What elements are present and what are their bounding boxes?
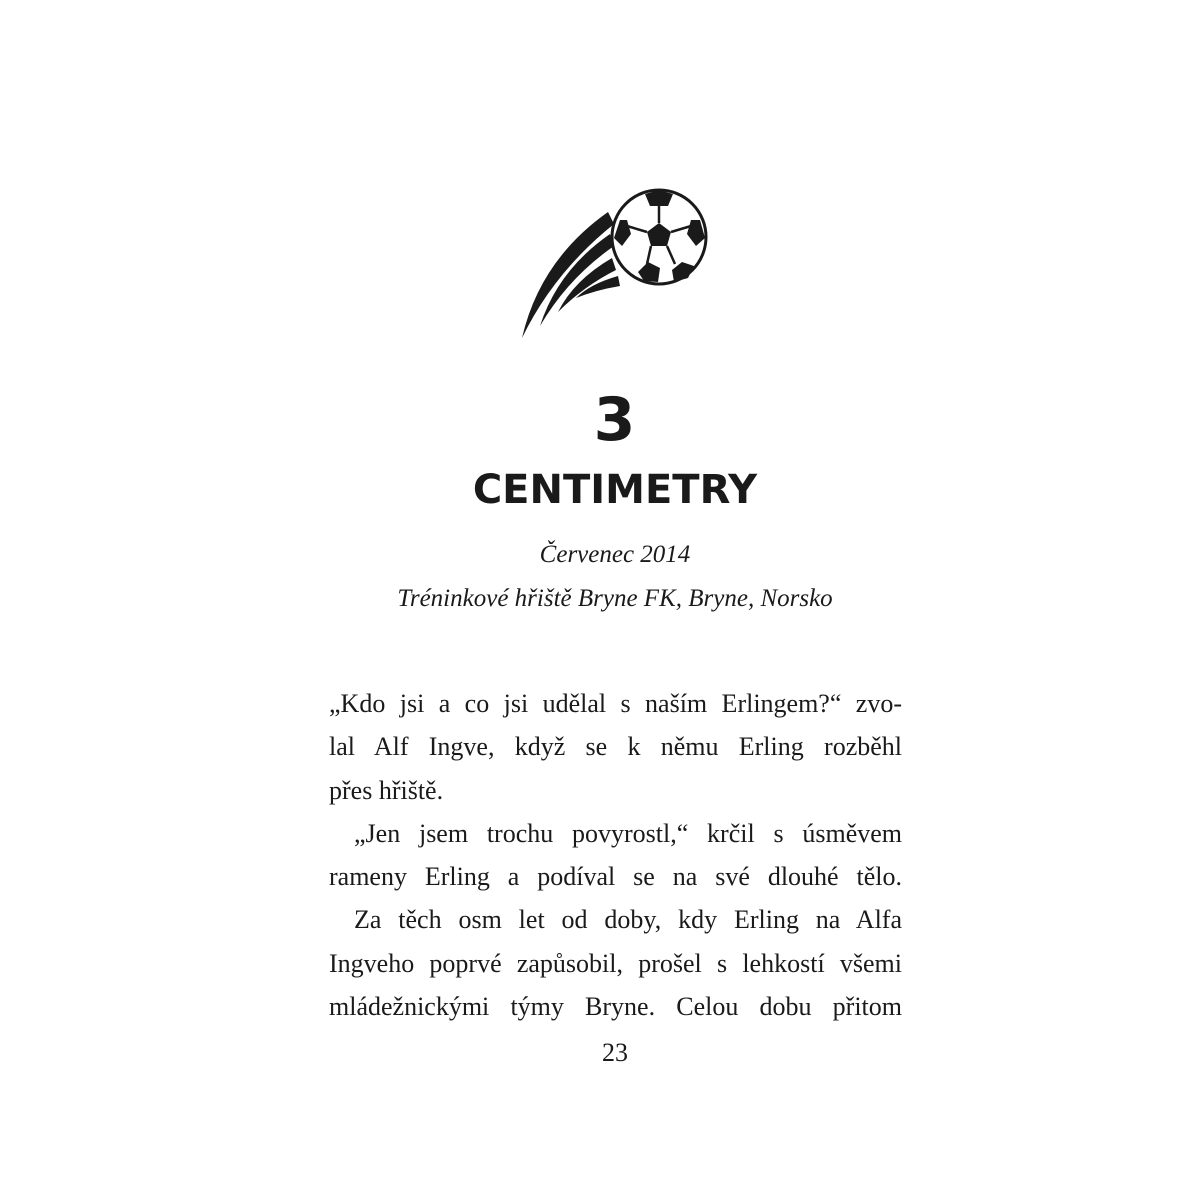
body-line: mládežnickými týmy Bryne. Celou dobu přitom — [329, 992, 902, 1022]
chapter-location: Tréninkové hřiště Bryne FK, Bryne, Norsko — [397, 585, 833, 612]
body-line: „Kdo jsi a co jsi udělal s naším Erlingem?“ zvo- — [329, 689, 902, 718]
body-line: rameny Erling a podíval se na své dlouhé tělo. — [329, 862, 902, 892]
motion-streaks — [522, 212, 620, 338]
body-text — [329, 682, 902, 1028]
chapter-title: CENTIMETRY — [472, 467, 758, 513]
soccer-ball — [612, 190, 706, 284]
body-line: „Jen jsem trochu povyrostl,“ krčil s úsměvem — [354, 818, 902, 848]
body-line: Ingveho poprvé zapůsobil, prošel s lehkostí všemi — [329, 948, 902, 978]
flying-soccer-ball-icon — [510, 180, 720, 350]
chapter-date: Červenec 2014 — [539, 541, 691, 568]
body-line: Za těch osm let od doby, kdy Erling na Alfa — [354, 905, 902, 935]
chapter-number: 3 — [593, 385, 637, 455]
body-line: přes hřiště. — [329, 775, 444, 805]
page-number: 23 — [602, 1038, 628, 1067]
body-line: lal Alf Ingve, když se k němu Erling rozběhl — [329, 732, 902, 762]
